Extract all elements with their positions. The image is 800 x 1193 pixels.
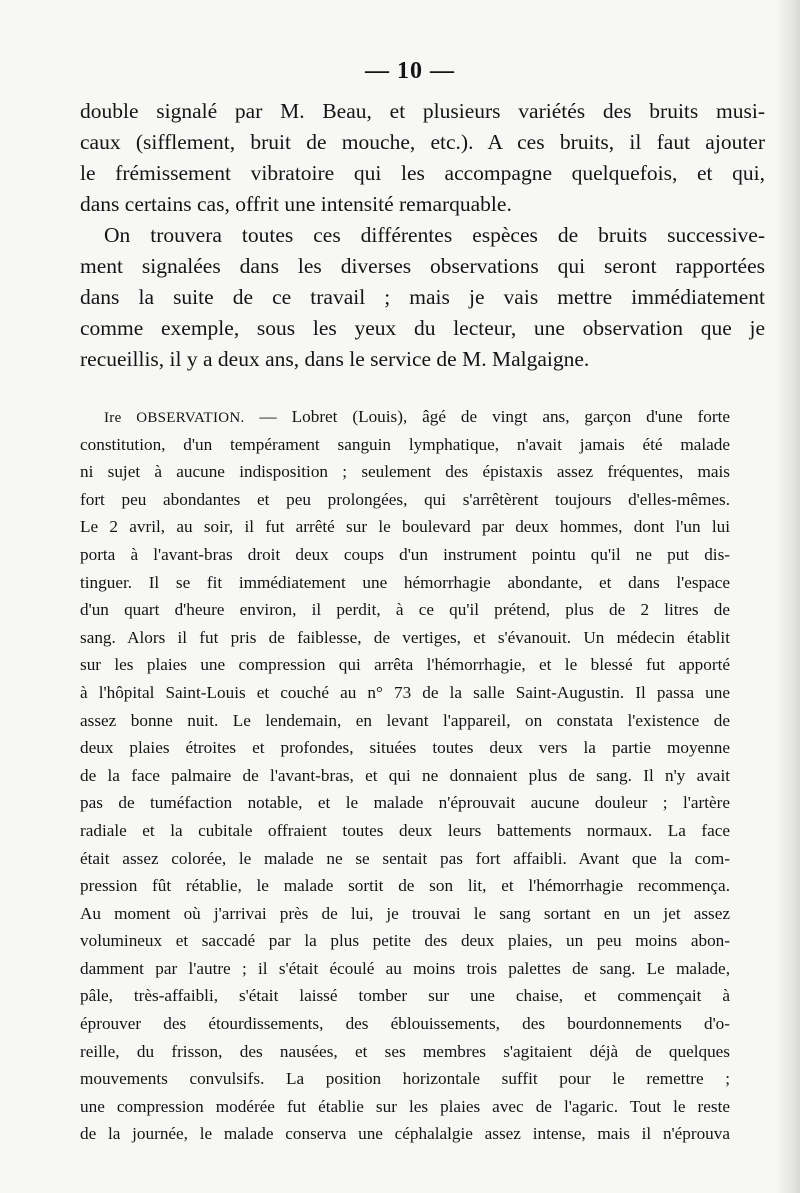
observation-heading: Ire OBSERVATION.: [104, 410, 245, 426]
observation-line: tinguer. Il se fit immédiatement une hémorrhagie abondante, et dans l'espace: [80, 572, 730, 592]
observation-first-line: [80, 403, 730, 431]
observation-line: pâle, très-affaibli, s'était laissé tomber sur une chaise, et commençait à: [80, 986, 730, 1006]
observation-text: [80, 403, 730, 1148]
observation-line: Au moment où j'arrivai près de lui, je trouvai le sang sortant en un jet assez: [80, 903, 730, 923]
observation-line: de la face palmaire de l'avant-bras, et qui ne donnaient plus de sang. Il n'y avait: [80, 765, 730, 785]
observation-line: constitution, d'un tempérament sanguin lymphatique, n'avait jamais été malade: [80, 434, 730, 454]
text-line: comme exemple, sous les yeux du lecteur, une observation que je: [80, 316, 765, 340]
observation-line: sang. Alors il fut pris de faiblesse, de vertiges, et s'évanouit. Un médecin établit: [80, 627, 730, 647]
text-line: le frémissement vibratoire qui les accompagne quelquefois, et qui,: [80, 161, 765, 185]
observation-line: mouvements convulsifs. La position horizontale suffit pour le remettre ;: [80, 1069, 730, 1089]
observation-line: à l'hôpital Saint-Louis et couché au n° 73 de la salle Saint-Augustin. Il passa une: [80, 682, 730, 702]
observation-line: Le 2 avril, au soir, il fut arrêté sur le boulevard par deux hommes, dont l'un lui: [80, 517, 730, 537]
observation-line: reille, du frisson, des nausées, et ses membres s'agitaient déjà de quelques: [80, 1041, 730, 1061]
page-edge-shadow: [778, 0, 800, 1193]
observation-line: porta à l'avant-bras droit deux coups d'un instrument pointu qu'il ne put dis-: [80, 544, 730, 564]
text-line: caux (sifflement, bruit de mouche, etc.). A ces bruits, il faut ajouter: [80, 130, 765, 154]
text-line: dans certains cas, offrit une intensité remarquable.: [80, 192, 512, 216]
observation-line: pas de tuméfaction notable, et le malade n'éprouvait aucune douleur ; l'artère: [80, 793, 730, 813]
observation-line: fort peu abondantes et peu prolongées, qui s'arrêtèrent toujours d'elles-mêmes.: [80, 489, 730, 509]
observation-line: ni sujet à aucune indisposition ; seulement des épistaxis assez fréquentes, mais: [80, 462, 730, 482]
text-line: On trouvera toutes ces différentes espèces de bruits successive-: [104, 223, 765, 247]
observation-line: sur les plaies une compression qui arrêta l'hémorrhagie, et le blessé fut apporté: [80, 655, 730, 675]
observation-line: une compression modérée fut établie sur les plaies avec de l'agaric. Tout le reste: [80, 1096, 730, 1116]
observation-first-line-rest: — Lobret (Louis), âgé de vingt ans, garçon d'une forte: [244, 407, 730, 426]
observation-line: damment par l'autre ; il s'était écoulé au moins trois palettes de sang. Le malade,: [80, 958, 730, 978]
observation-line: deux plaies étroites et profondes, situées toutes deux vers la partie moyenne: [80, 738, 730, 758]
observation-line: assez bonne nuit. Le lendemain, en levant l'appareil, on constata l'existence de: [80, 710, 730, 730]
text-line: ment signalées dans les diverses observations qui seront rapportées: [80, 254, 765, 278]
observation-line: éprouver des étourdissements, des éblouissements, des bourdonnements d'o-: [80, 1014, 730, 1034]
observation-line: de la journée, le malade conserva une céphalalgie assez intense, mais il n'éprouva: [80, 1124, 730, 1144]
observation-line: volumineux et saccadé par la plus petite des deux plaies, un peu moins abon-: [80, 931, 730, 951]
text-line: dans la suite de ce travail ; mais je vais mettre immédiatement: [80, 285, 765, 309]
text-line: double signalé par M. Beau, et plusieurs variétés des bruits musi-: [80, 99, 765, 123]
observation-line: radiale et la cubitale offraient toutes deux leurs battements normaux. La face: [80, 820, 730, 840]
observation-line: était assez colorée, le malade ne se sentait pas fort affaibli. Avant que la com-: [80, 848, 730, 868]
observation-line: pression fût rétablie, le malade sortit de son lit, et l'hémorrhagie recommença.: [80, 876, 730, 896]
page-number: — 10 —: [365, 58, 455, 84]
main-text: [80, 96, 765, 375]
text-line: recueillis, il y a deux ans, dans le service de M. Malgaigne.: [80, 347, 590, 371]
observation-line: d'un quart d'heure environ, il perdit, à ce qu'il prétend, plus de 2 litres de: [80, 600, 730, 620]
